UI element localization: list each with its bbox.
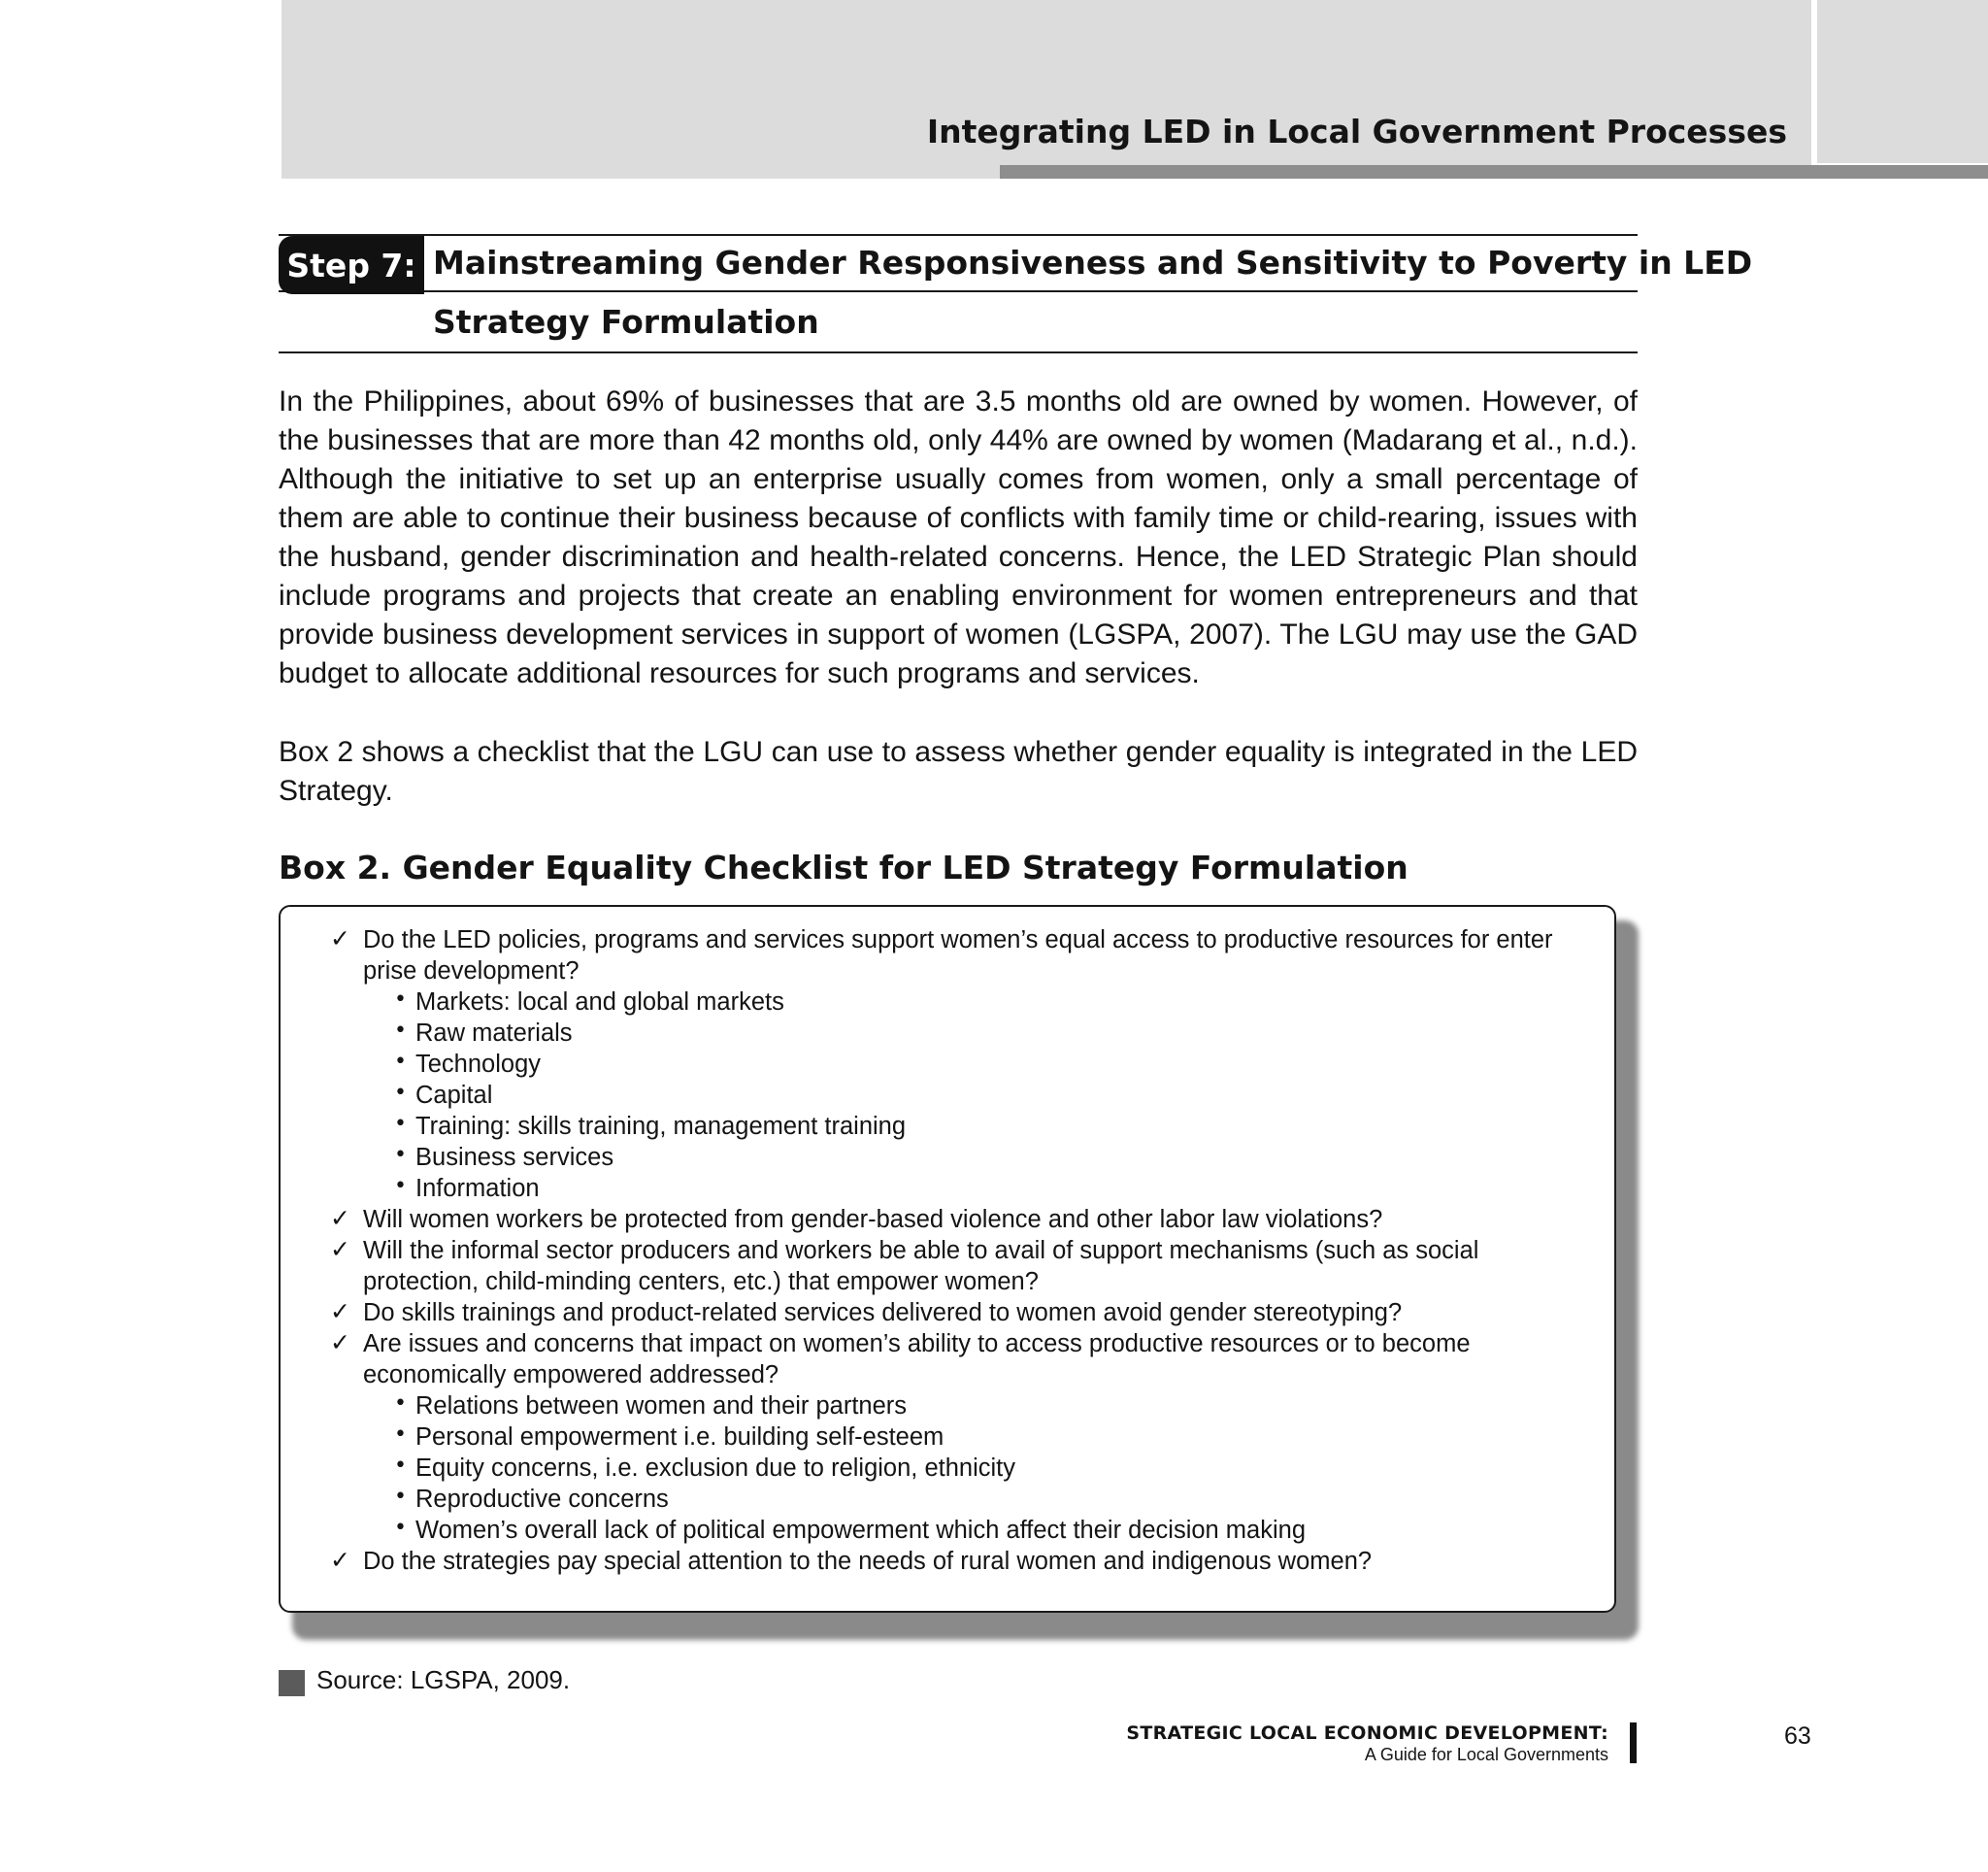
checklist-item: Will the informal sector producers and workers be able to avail of support mechanisms (such as social xyxy=(363,1237,1479,1264)
check-icon: ✓ xyxy=(330,1235,350,1263)
checklist-item: Do the LED policies, programs and services support women’s equal access to productive resources for enter xyxy=(363,926,1553,953)
body-paragraph-1: In the Philippines, about 69% of businesses that are 3.5 months old are owned by women. However, of the businesses that are more than 42 months old, only 44% are owned by women (Madarang et al., n.d.). Although the initiative to set up an enterprise usually comes from women, only a small percentage of them are able to continue their business because of conflicts with family time or child-rearing, issues with the husband, gender discrimination and health-related concerns. Hence, the LED Strategic Plan should include programs and projects that create an enabling environment for women entrepreneurs and that provide business development services in support of women (LGSPA, 2007). The LGU may use the GAD budget to allocate additional resources for such programs and services. xyxy=(279,385,1638,689)
check-icon: ✓ xyxy=(330,1328,350,1356)
checklist-subitem: Information xyxy=(415,1175,540,1202)
checklist-item-continued: protection, child-minding centers, etc.) that empower women? xyxy=(363,1268,1039,1295)
page-number: 63 xyxy=(1784,1722,1811,1750)
footer-book-subtitle: A Guide for Local Governments xyxy=(1364,1745,1608,1764)
checklist-subitem: Raw materials xyxy=(415,1020,573,1047)
header-band-right xyxy=(1817,0,1988,163)
source-note: Source: LGSPA, 2009. xyxy=(316,1665,571,1694)
bullet-icon: • xyxy=(394,1454,407,1478)
check-icon: ✓ xyxy=(330,1297,350,1325)
bullet-icon: • xyxy=(394,1485,407,1509)
footer-divider xyxy=(1630,1722,1637,1763)
checklist-subitem: Technology xyxy=(415,1051,542,1078)
bullet-icon: • xyxy=(394,987,407,1012)
header-accent-bar xyxy=(1000,165,1988,179)
bullet-icon: • xyxy=(394,1081,407,1105)
checklist-subitem: Personal empowerment i.e. building self-esteem xyxy=(415,1423,944,1451)
step-rule-top xyxy=(279,234,1638,236)
bullet-icon: • xyxy=(394,1112,407,1136)
checklist-subitem: Capital xyxy=(415,1082,493,1109)
checklist-subitem: Markets: local and global markets xyxy=(415,988,784,1016)
step-title-line1: Mainstreaming Gender Responsiveness and Sensitivity to Poverty in LED xyxy=(433,244,1753,282)
bullet-icon: • xyxy=(394,1516,407,1540)
checklist-subitem: Women’s overall lack of political empowerment which affect their decision making xyxy=(415,1517,1307,1544)
checklist-subitem: Business services xyxy=(415,1144,614,1171)
bullet-icon: • xyxy=(394,1143,407,1167)
step-badge: Step 7: xyxy=(279,236,424,294)
checklist-item: Do skills trainings and product-related services delivered to women avoid gender stereotyping? xyxy=(363,1299,1403,1326)
body-paragraph-2: Box 2 shows a checklist that the LGU can use to assess whether gender equality is integrated in the LED Strategy. xyxy=(279,736,1638,807)
checklist-subitem: Equity concerns, i.e. exclusion due to religion, ethnicity xyxy=(415,1454,1016,1482)
bullet-icon: • xyxy=(394,1174,407,1198)
bullet-icon: • xyxy=(394,1391,407,1416)
check-icon: ✓ xyxy=(330,1546,350,1574)
checklist-item: Do the strategies pay special attention to the needs of rural women and indigenous women? xyxy=(363,1548,1373,1575)
box-heading: Box 2. Gender Equality Checklist for LED Strategy Formulation xyxy=(279,849,1408,886)
checklist-item: Will women workers be protected from gender-based violence and other labor law violations? xyxy=(363,1206,1383,1233)
step-title-line2: Strategy Formulation xyxy=(433,303,819,341)
step-rule-bottom xyxy=(279,351,1638,353)
checklist-item-continued: economically empowered addressed? xyxy=(363,1361,779,1388)
checklist-subitem: Reproductive concerns xyxy=(415,1486,669,1513)
bullet-icon: • xyxy=(394,1422,407,1447)
check-icon: ✓ xyxy=(330,1204,350,1232)
bullet-icon: • xyxy=(394,1050,407,1074)
step-rule-middle xyxy=(279,290,1638,292)
checklist-item-continued: prise development? xyxy=(363,957,580,985)
checklist-subitem: Relations between women and their partners xyxy=(415,1392,908,1420)
checklist-item: Are issues and concerns that impact on women’s ability to access productive resources or to become xyxy=(363,1330,1471,1357)
running-header-title: Integrating LED in Local Government Processes xyxy=(926,113,1787,150)
header-band xyxy=(282,0,1811,179)
checklist-subitem: Training: skills training, management training xyxy=(415,1113,907,1140)
source-marker xyxy=(279,1670,305,1696)
bullet-icon: • xyxy=(394,1019,407,1043)
footer-book-title: STRATEGIC LOCAL ECONOMIC DEVELOPMENT: xyxy=(1126,1722,1608,1744)
check-icon: ✓ xyxy=(330,924,350,953)
